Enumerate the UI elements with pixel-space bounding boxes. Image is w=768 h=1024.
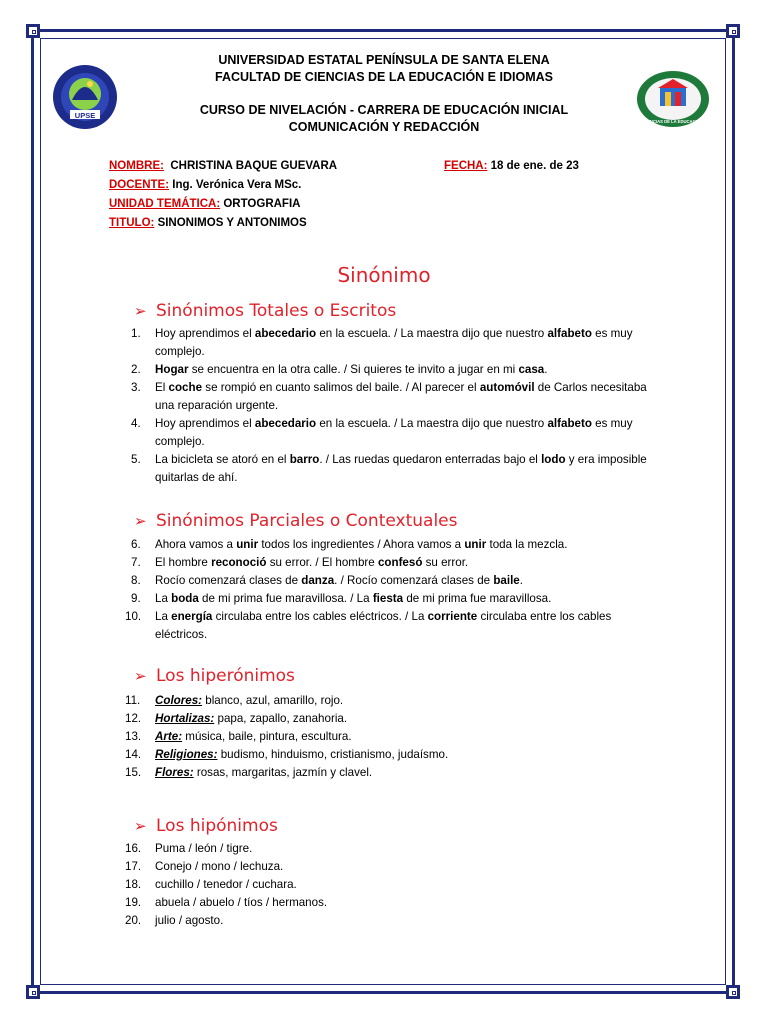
section-heading-text: Los hipónimos (156, 816, 278, 836)
teacher-row (109, 179, 301, 191)
item-number: 3. (131, 381, 141, 394)
item-text: en la escuela. / La maestra dijo que nuestro (316, 417, 548, 430)
item-text: Puma / león / tigre. (155, 842, 253, 855)
item-number: 7. (131, 556, 141, 569)
list-item (125, 858, 661, 876)
item-number: 6. (131, 538, 141, 551)
faculty-logo-text: CIENCIAS DE LA EDUCACIÓN (642, 119, 704, 124)
item-text: es muy complejo. (155, 327, 633, 358)
item-text: La (155, 592, 172, 605)
item-term: Religiones: (155, 748, 218, 761)
border-corner-ornament (726, 24, 740, 38)
section-heading-text: Sinónimos Parciales o Contextuales (156, 511, 458, 531)
list-item (131, 361, 661, 379)
item-text: toda la mezcla. (486, 538, 568, 551)
item-text: budismo, hinduismo, cristianismo, judaísmo. (217, 748, 449, 761)
item-text: es muy complejo. (155, 417, 633, 448)
section-heading-totales (134, 300, 396, 322)
item-text: circulaba entre los cables eléctricos. (155, 610, 612, 641)
item-text: su error. (422, 556, 469, 569)
list-item (131, 379, 661, 415)
item-text: de mi prima fue maravillosa. (403, 592, 552, 605)
item-text: El hombre (155, 556, 212, 569)
item-number: 15. (125, 766, 142, 779)
section-heading-text: Los hiperónimos (156, 666, 295, 686)
item-text: se rompió en cuanto salimos del baile. / Al parecer el (202, 381, 480, 394)
list-hiponimos (125, 840, 661, 930)
item-number: 17. (125, 860, 142, 873)
unidad-value: ORTOGRAFIA (223, 198, 301, 210)
border-corner-ornament (26, 24, 40, 38)
list-item (125, 894, 661, 912)
titulo-value: SINONIMOS Y ANTONIMOS (157, 217, 307, 229)
item-text: de Carlos necesitaba una reparación urgente. (155, 381, 647, 412)
list-item (125, 840, 661, 858)
item-term: automóvil (479, 381, 535, 394)
section-heading-parciales (134, 510, 458, 532)
item-term: baile (493, 574, 520, 587)
item-text: . / Rocío comenzará clases de (334, 574, 494, 587)
nombre-value: CHRISTINA BAQUE GUEVARA (170, 160, 338, 172)
list-item (131, 554, 661, 572)
student-name-row (109, 160, 337, 172)
item-text: La bicicleta se atoró en el (155, 453, 290, 466)
item-term: energía (171, 610, 213, 623)
item-text: . / Las ruedas quedaron enterradas bajo el (319, 453, 542, 466)
fecha-label: FECHA: (444, 160, 488, 172)
item-term: reconoció (211, 556, 267, 569)
item-term: Arte: (155, 730, 183, 743)
item-number: 1. (131, 327, 141, 340)
item-term: coche (168, 381, 203, 394)
list-item (125, 710, 661, 728)
border-corner-ornament (726, 985, 740, 999)
item-term: Hortalizas: (155, 712, 215, 725)
item-text: su error. / El hombre (266, 556, 378, 569)
titulo-label: TITULO: (109, 217, 155, 229)
arrow-bullet-icon: ➢ (134, 512, 147, 530)
item-number: 16. (125, 842, 142, 855)
section-heading-hiperonimos (134, 665, 295, 687)
item-term: confesó (377, 556, 423, 569)
item-text: Hoy aprendimos el (155, 327, 255, 340)
list-hiperonimos (125, 692, 661, 782)
item-text: se encuentra en la otra calle. / Si quieres te invito a jugar en mi (188, 363, 519, 376)
item-number: 10. (125, 610, 142, 623)
item-term: alfabeto (547, 417, 592, 430)
arrow-bullet-icon: ➢ (134, 817, 147, 835)
item-term: casa (518, 363, 545, 376)
list-item (131, 451, 661, 487)
item-text: rosas, margaritas, jazmín y clavel. (193, 766, 373, 779)
date-row (444, 160, 579, 172)
item-number: 9. (131, 592, 141, 605)
list-item (125, 876, 661, 894)
item-text: y era imposible quitarlas de ahí. (155, 453, 647, 484)
university-name: UNIVERSIDAD ESTATAL PENÍNSULA DE SANTA ELENA (218, 53, 550, 67)
item-term: lodo (541, 453, 566, 466)
list-parciales (125, 536, 661, 644)
item-number: 11. (125, 694, 141, 707)
faculty-name: FACULTAD DE CIENCIAS DE LA EDUCACIÓN E IDIOMAS (215, 70, 553, 84)
item-text: julio / agosto. (155, 914, 224, 927)
item-text: de mi prima fue maravillosa. / La (198, 592, 373, 605)
list-totales (131, 325, 661, 487)
arrow-bullet-icon: ➢ (134, 667, 147, 685)
unit-row (109, 198, 300, 210)
item-text: papa, zapallo, zanahoria. (214, 712, 348, 725)
item-term: Flores: (155, 766, 194, 779)
item-text: música, baile, pintura, escultura. (182, 730, 352, 743)
item-number: 8. (131, 574, 141, 587)
docente-label: DOCENTE: (109, 179, 170, 191)
list-item (131, 325, 661, 361)
item-term: Colores: (155, 694, 203, 707)
item-text: Ahora vamos a (155, 538, 237, 551)
item-text: . (519, 574, 523, 587)
item-term: unir (464, 538, 487, 551)
main-title: Sinónimo (337, 263, 431, 287)
docente-value: Ing. Verónica Vera MSc. (172, 179, 302, 191)
list-item (131, 415, 661, 451)
list-item (131, 590, 661, 608)
section-heading-hiponimos (134, 815, 278, 837)
course-name: CURSO DE NIVELACIÓN - CARRERA DE EDUCACIÓN INICIAL (199, 103, 569, 117)
item-term: unir (236, 538, 259, 551)
item-term: danza (301, 574, 335, 587)
item-number: 20. (125, 914, 142, 927)
item-term: alfabeto (547, 327, 592, 340)
item-text: Rocío comenzará clases de (155, 574, 302, 587)
list-item (125, 692, 661, 710)
list-item (131, 536, 661, 554)
list-item (125, 912, 661, 930)
item-term: abecedario (254, 327, 317, 340)
item-text: todos los ingredientes / Ahora vamos a (258, 538, 465, 551)
item-number: 5. (131, 453, 141, 466)
item-term: abecedario (254, 417, 317, 430)
item-term: fiesta (372, 592, 404, 605)
item-number: 2. (131, 363, 141, 376)
item-text: . (544, 363, 548, 376)
item-text: blanco, azul, amarillo, rojo. (202, 694, 344, 707)
item-text: La (155, 610, 172, 623)
item-text: Hoy aprendimos el (155, 417, 255, 430)
item-text: abuela / abuelo / tíos / hermanos. (155, 896, 328, 909)
list-item (125, 728, 661, 746)
nombre-label: NOMBRE: (109, 160, 164, 172)
item-number: 18. (125, 878, 142, 891)
item-term: boda (171, 592, 199, 605)
item-term: barro (289, 453, 320, 466)
arrow-bullet-icon: ➢ (134, 302, 147, 320)
border-corner-ornament (26, 985, 40, 999)
item-number: 14. (125, 748, 142, 761)
list-item (125, 746, 661, 764)
item-text: en la escuela. / La maestra dijo que nuestro (316, 327, 548, 340)
item-number: 13. (125, 730, 142, 743)
item-text: cuchillo / tenedor / cuchara. (155, 878, 297, 891)
upse-logo-text: UPSE (74, 111, 96, 120)
item-text: El (155, 381, 169, 394)
list-item (125, 764, 661, 782)
list-item (125, 608, 661, 644)
subject-name: COMUNICACIÓN Y REDACCIÓN (288, 120, 480, 134)
unidad-label: UNIDAD TEMÁTICA: (109, 198, 221, 210)
item-term: corriente (427, 610, 478, 623)
section-heading-text: Sinónimos Totales o Escritos (156, 301, 397, 321)
list-item (131, 572, 661, 590)
item-text: Conejo / mono / lechuza. (155, 860, 284, 873)
item-term: Hogar (155, 363, 189, 376)
title-row (109, 217, 307, 229)
item-text: circulaba entre los cables eléctricos. / La (212, 610, 428, 623)
item-number: 12. (125, 712, 142, 725)
fecha-value: 18 de ene. de 23 (490, 160, 579, 172)
item-number: 19. (125, 896, 142, 909)
item-number: 4. (131, 417, 141, 430)
